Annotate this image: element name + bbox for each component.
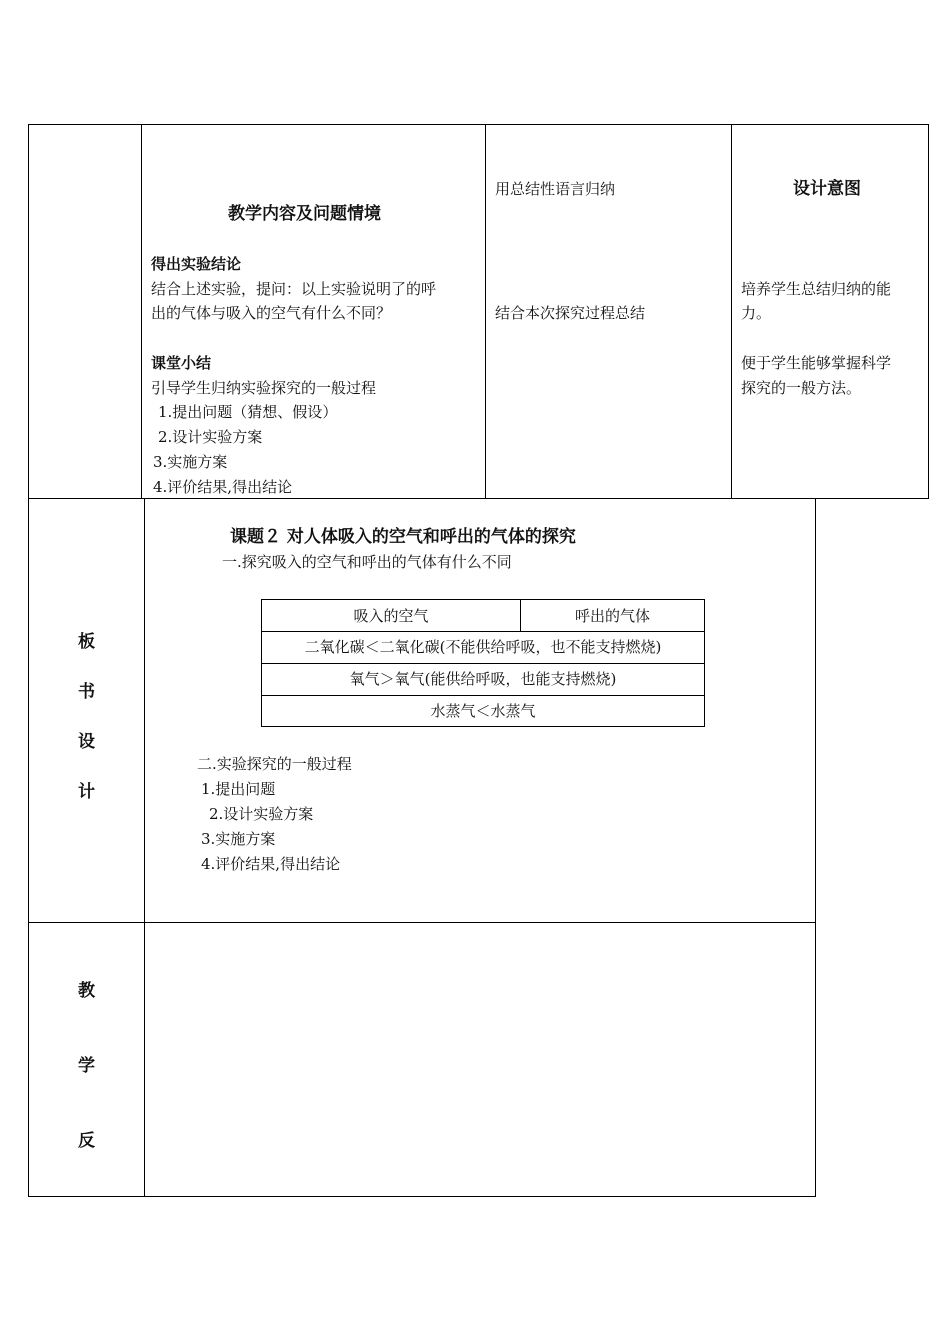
row2-col-divider xyxy=(144,498,145,1197)
conclusion-question-line1: 结合上述实验，提问：以上实验说明了的呼 xyxy=(151,280,437,298)
board-part1-heading: 一.探究吸入的空气和呼出的气体有什么不同 xyxy=(222,553,512,571)
design-intent-line4: 探究的一般方法。 xyxy=(741,379,862,397)
design-intent-line3: 便于学生能够掌握科学 xyxy=(741,354,892,372)
reflection-label-char-1: 教 xyxy=(78,981,95,1001)
summary-intro: 引导学生归纳实验探究的一般过程 xyxy=(151,379,377,397)
student-activity-line1: 用总结性语言归纳 xyxy=(495,180,616,198)
inner-table-bottom xyxy=(261,726,705,727)
design-intent-line2: 力。 xyxy=(741,304,772,322)
inner-table-row-co2: 二氧化碳＜二氧化碳(不能供给呼吸，也不能支持燃烧) xyxy=(304,638,662,656)
board-label-char-1: 板 xyxy=(78,632,95,652)
summary-step-2: 2.设计实验方案 xyxy=(158,428,263,446)
row1-bottom-border xyxy=(28,498,929,499)
inner-table-row-h2o: 水蒸气＜水蒸气 xyxy=(430,702,536,720)
row1-col-divider-1 xyxy=(141,124,142,499)
summary-step-3: 3.实施方案 xyxy=(153,453,228,471)
summary-section-title: 课堂小结 xyxy=(151,354,212,372)
table-bottom-border xyxy=(28,1196,816,1197)
row1-right-border xyxy=(928,124,929,499)
inner-table-header-inhaled: 吸入的空气 xyxy=(353,607,429,625)
inner-table-row-o2: 氧气＞氧气(能供给呼吸，也能支持燃烧) xyxy=(349,670,617,688)
inner-table-row2-bottom xyxy=(261,663,705,664)
inner-table-row3-bottom xyxy=(261,695,705,696)
inner-table-row1-bottom xyxy=(261,631,705,632)
design-intent-header: 设计意图 xyxy=(793,179,861,199)
summary-step-1: 1.提出问题（猜想、假设） xyxy=(158,403,338,421)
conclusion-section-title: 得出实验结论 xyxy=(151,255,242,273)
inner-table-header-exhaled: 呼出的气体 xyxy=(574,607,650,625)
board-step-4: 4.评价结果,得出结论 xyxy=(201,855,341,873)
table-top-border xyxy=(28,124,929,125)
reflection-label-char-3: 反 xyxy=(78,1131,95,1151)
design-intent-line1: 培养学生总结归纳的能 xyxy=(741,280,892,298)
left-border xyxy=(28,124,29,1197)
conclusion-question-line2: 出的气体与吸入的空气有什么不同？ xyxy=(151,304,392,322)
inner-table-top xyxy=(261,599,705,600)
row2-right-border xyxy=(815,498,816,1197)
board-step-1: 1.提出问题 xyxy=(201,780,276,798)
reflection-label-char-2: 学 xyxy=(78,1056,95,1076)
teaching-content-header: 教学内容及问题情境 xyxy=(228,204,381,224)
board-title: 课题２ 对人体吸入的空气和呼出的气体的探究 xyxy=(230,527,576,547)
board-part2-heading: 二.实验探究的一般过程 xyxy=(197,755,352,773)
board-step-2: 2.设计实验方案 xyxy=(209,805,314,823)
summary-step-4: 4.评价结果,得出结论 xyxy=(153,478,293,496)
board-step-3: 3.实施方案 xyxy=(201,830,276,848)
board-label-char-4: 计 xyxy=(78,782,95,802)
row2-bottom-border xyxy=(28,922,816,923)
inner-table-right xyxy=(704,599,705,727)
row1-col-divider-3 xyxy=(731,124,732,499)
board-label-char-2: 书 xyxy=(78,682,95,702)
board-label-char-3: 设 xyxy=(78,732,95,752)
row1-col-divider-2 xyxy=(485,124,486,499)
student-activity-line2: 结合本次探究过程总结 xyxy=(495,304,646,322)
